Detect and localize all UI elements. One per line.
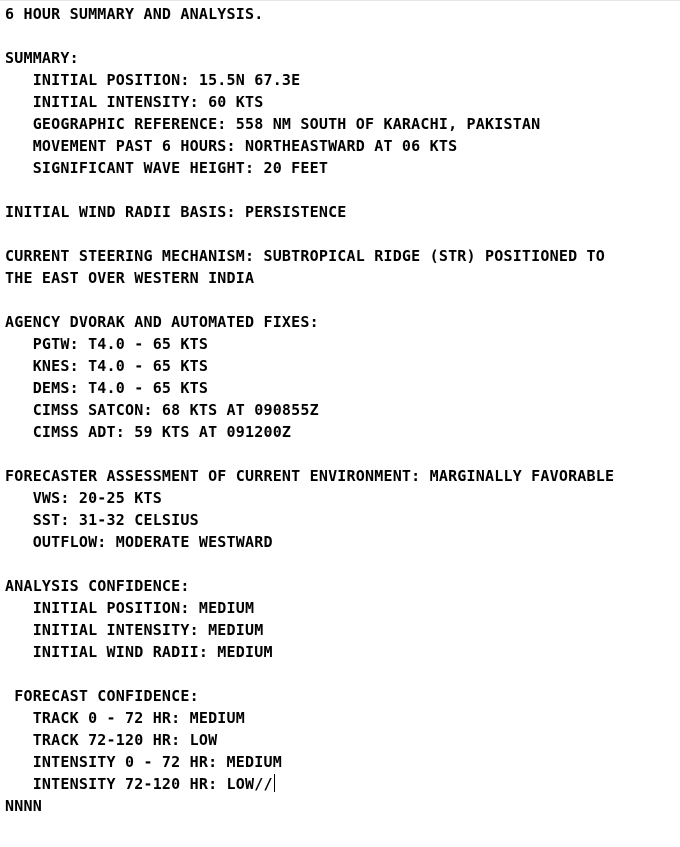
top-border (0, 0, 680, 1)
text-line: FORECASTER ASSESSMENT OF CURRENT ENVIRONMENT: MARGINALLY FAVORABLE (5, 467, 615, 485)
text-line: KNES: T4.0 - 65 KTS (5, 357, 209, 375)
bulletin-text-body (5, 3, 677, 817)
text-line: CURRENT STEERING MECHANISM: SUBTROPICAL RIDGE (STR) POSITIONED TO (5, 247, 605, 265)
text-line: CIMSS ADT: 59 KTS AT 091200Z (5, 423, 292, 441)
text-line: INTENSITY 0 - 72 HR: MEDIUM (5, 753, 282, 771)
text-line: CIMSS SATCON: 68 KTS AT 090855Z (5, 401, 319, 419)
text-line (5, 289, 677, 311)
text-line: INITIAL INTENSITY: MEDIUM (5, 621, 264, 639)
text-line: SUMMARY: (5, 49, 79, 67)
text-line: INITIAL POSITION: 15.5N 67.3E (5, 71, 301, 89)
text-line (5, 553, 677, 575)
text-line: GEOGRAPHIC REFERENCE: 558 NM SOUTH OF KARACHI, PAKISTAN (5, 115, 541, 133)
text-line: SST: 31-32 CELSIUS (5, 511, 199, 529)
text-line: INITIAL WIND RADII: MEDIUM (5, 643, 273, 661)
text-line: INITIAL POSITION: MEDIUM (5, 599, 255, 617)
text-line: 6 HOUR SUMMARY AND ANALYSIS. (5, 5, 264, 23)
text-line: INITIAL WIND RADII BASIS: PERSISTENCE (5, 203, 347, 221)
text-line: ANALYSIS CONFIDENCE: (5, 577, 190, 595)
text-line: PGTW: T4.0 - 65 KTS (5, 335, 209, 353)
text-line: NNNN (5, 797, 42, 815)
text-line-content: INTENSITY 72-120 HR: LOW// (5, 775, 273, 793)
text-line: THE EAST OVER WESTERN INDIA (5, 269, 255, 287)
text-line (5, 179, 677, 201)
text-line: OUTFLOW: MODERATE WESTWARD (5, 533, 273, 551)
text-line: FORECAST CONFIDENCE: (5, 687, 199, 705)
text-line: AGENCY DVORAK AND AUTOMATED FIXES: (5, 313, 319, 331)
text-line (5, 663, 677, 685)
text-line-last-edited[interactable] (5, 773, 677, 795)
text-line: MOVEMENT PAST 6 HOURS: NORTHEASTWARD AT 06 KTS (5, 137, 458, 155)
text-line: INITIAL INTENSITY: 60 KTS (5, 93, 264, 111)
text-line (5, 25, 677, 47)
text-line: TRACK 0 - 72 HR: MEDIUM (5, 709, 245, 727)
text-line: SIGNIFICANT WAVE HEIGHT: 20 FEET (5, 159, 329, 177)
text-line: VWS: 20-25 KTS (5, 489, 162, 507)
text-line (5, 223, 677, 245)
text-line: DEMS: T4.0 - 65 KTS (5, 379, 209, 397)
text-line (5, 443, 677, 465)
text-cursor (274, 774, 275, 792)
text-line: TRACK 72-120 HR: LOW (5, 731, 218, 749)
